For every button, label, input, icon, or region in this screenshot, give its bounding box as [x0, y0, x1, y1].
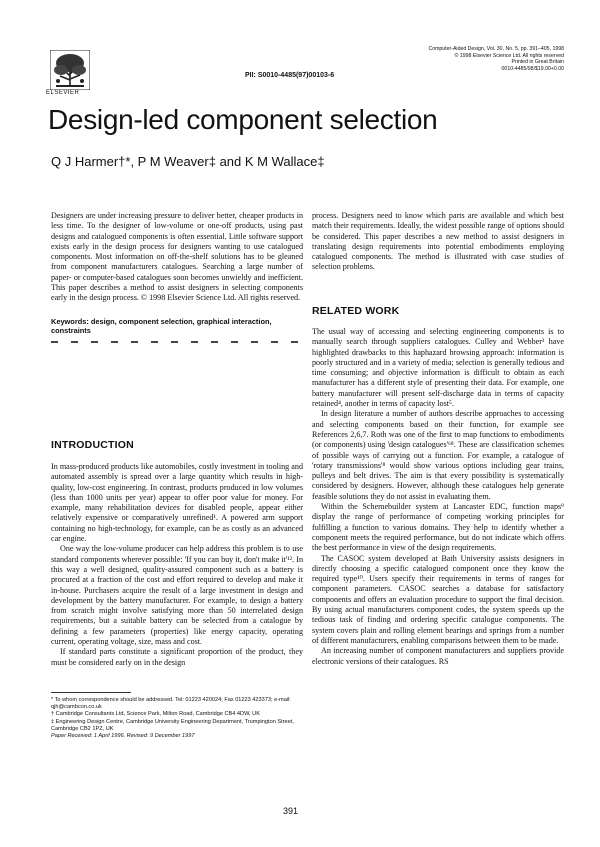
- keywords: Keywords: design, component selection, graphical interaction, constraints: [51, 317, 272, 335]
- journal-line: © 1998 Elsevier Science Ltd. All rights reserved: [454, 52, 564, 59]
- paragraph: One way the low-volume producer can help address this problem is to use standard components wherever possible: 'If you can buy it, don't make it'¹². In this way a well designed, quality-assured component such as a battery is procured at a fraction of the cost and effort required to develop and make it in-house. Purchasers acquire the result of a large investment in design and development by the battery manufacturer. For example, to design a battery from scratch might involve satisfying more than 50 interrelated design requirements, but a suitable battery can be selected from a catalogue by defining a few parameters (properties) like energy capacity, operating current, operating voltage, size, mass and cost.: [51, 544, 303, 647]
- abstract-text: Designers are under increasing pressure to deliver better, cheaper products in less time. To the designer of low-volume or one-off products, using past designs and catalogued components is often essential. Little software support exists early in the design process for designers wanting to use catalogued components. Most information on off-the-shelf solutions has to be gleaned from component manufacturers catalogues. Searching a large number of paper- or computer-based catalogues soon becomes unwieldy and inefficient. This paper describes a method to assist designers in selecting components early in the design process. © 1998 Elsevier Science Ltd. All rights reserved.: [51, 211, 303, 303]
- paragraph: In design literature a number of authors describe approaches to accessing and selecting components based on their function, for example see References 2,6,7. Roth was one of the first to map functions to embodiments (or components) using 'design catalogues'⁶⁸. These are classification schemes of possible ways of carrying out a function. For example, a catalogue of 'rotary transmissions'⁸ would show various options including gear trains, pulleys and belt drives. The aim is that every possibility is systematically considered by designers. However, although these catalogues help generate feasible solutions they do not assist in evaluating them.: [312, 409, 564, 501]
- elsevier-tree-logo-icon: [50, 50, 90, 90]
- journal-info: [414, 46, 564, 72]
- related-work-body: [312, 327, 564, 667]
- introduction-body: [51, 462, 303, 668]
- journal-line: Computer-Aided Design, Vol. 30, No. 5, pp. 391–405, 1998: [428, 46, 564, 52]
- received-dates: Paper Received: 1 April 1996. Revised: 9 December 1997: [51, 733, 195, 740]
- introduction-heading: INTRODUCTION: [51, 439, 134, 451]
- journal-line: 0010-4485/98/$19.00+0.00: [501, 65, 564, 72]
- abstract: [51, 211, 303, 304]
- footnote: * To whom correspondence should be addressed. Tel: 01223 420024; Fax 01223 423373; e-mail: qjh@cambcon.co.uk: [51, 697, 291, 711]
- footnote-rule: [51, 692, 131, 693]
- footnotes: [51, 697, 303, 740]
- introduction-continued: [312, 211, 564, 273]
- paragraph: The usual way of accessing and selecting engineering components is to manually search through suppliers catalogues. Culley and Webber³ have highlighted drawbacks to this haphazard browsing approach: information is poorly structured and in a variety of media; selection is generally tedious and time consuming; and objective information is difficult to obtain as each manufacturer has a different style of presenting their data. For example, one battery manufacturer will present self-discharge data in terms of capacity retained⁴, another in terms of capacity lost⁵.: [312, 327, 564, 409]
- paragraph: The CASOC system developed at Bath University assists designers in directly choosing a specific catalogued component once they know the required type¹⁰. Users specify their requirements in terms of ranges for component parameters. CASOC searches a database for satisfactory components and offers an evaluation procedure to support the final decision. By using actual manufacturers component codes, the system speeds up the tedious task of finding and ordering specific catalogue components. The system covers plain and rolling element bearings and springs from a number of different manufacturers, enabling comparisons between them to be made.: [312, 553, 564, 645]
- paragraph: If standard parts constitute a significant proportion of the product, they must be considered early on in the design: [51, 647, 303, 667]
- section-divider: [51, 341, 303, 343]
- paragraph: process. Designers need to know which parts are available and which best match their requirements. Ideally, the widest possible range of options should be considered. This paper describes a new method to assist designers in translating design requirements into potential embodiments employing catalogued components. The method is illustrated with case studies of selection problems.: [312, 211, 564, 272]
- paragraph: Within the Schemebuilder system at Lancaster EDC, function maps⁹ display the range of performance of competing working principles for fulfilling a function to various domains. They help to identify whether a component meets the required performance, but do not indicate which offers the best performance in view of the design requirements.: [312, 502, 564, 553]
- journal-line: Printed in Great Britain: [511, 59, 564, 65]
- pii-code: PII: S0010-4485(97)00103-6: [245, 72, 335, 79]
- publisher-name: ELSEVIER: [46, 90, 80, 96]
- related-work-heading: RELATED WORK: [312, 305, 400, 317]
- footnote: ‡ Engineering Design Centre, Cambridge University Engineering Department, Trumpington Street, Cambridge CB2 1PZ, UK: [51, 718, 294, 732]
- author-list: Q J Harmer†*, P M Weaver‡ and K M Wallace‡: [51, 154, 325, 169]
- paragraph: In mass-produced products like automobiles, costly investment in tooling and automated assembly is spread over a large quantity which results in high-quality, low-cost engineering. In contrast, products produced in low volumes (less than 1000 units per year) appear to offer poor value for money. For example, many rehabilitation devices for disabled people, appear either relatively expensive or comparatively unrefined¹. A powered arm support containing no high-technology, for example, can be as costly as an advanced car engine.: [51, 462, 303, 544]
- footnote: † Cambridge Consultants Ltd, Science Park, Milton Road, Cambridge CB4 4DW, UK: [51, 711, 260, 718]
- paragraph: An increasing number of component manufacturers and suppliers provide electronic versions of their catalogues. RS: [312, 646, 564, 666]
- page-number: 391: [283, 806, 299, 816]
- paper-title: Design-led component selection: [48, 104, 438, 135]
